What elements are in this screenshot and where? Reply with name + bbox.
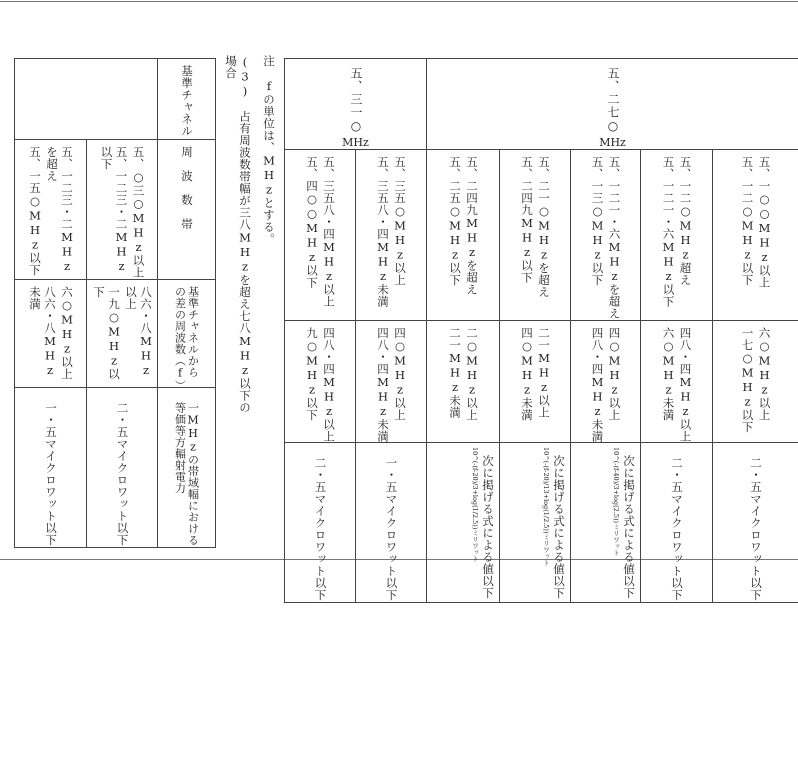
diff-line: 四○MHz以上	[392, 327, 407, 443]
band-cell	[571, 150, 641, 321]
power-value: 一・五マイクロワット以下	[384, 449, 399, 602]
diff-line: 四○MHz未満	[519, 327, 534, 443]
band-cell	[87, 140, 158, 280]
band-line: 五、○三○MHz以上	[131, 146, 146, 279]
diff-line: 八六・八MHz未満	[27, 286, 57, 387]
band-cell	[641, 150, 713, 321]
diff-cell	[641, 320, 713, 443]
header-text: 五、	[348, 67, 363, 93]
power-formula-cell	[500, 443, 571, 603]
diff-line: 六○MHz未満	[661, 327, 676, 443]
diff-line: 八六・八MHz以上	[123, 286, 153, 387]
note-item-3: (3) 占有周波数帯幅が三八MHzを超え七八MHz以下の場合	[224, 55, 252, 415]
band-line: 五、一二一・六MHzを超え	[607, 156, 622, 320]
header-text: 三一○	[348, 93, 363, 134]
band-label-cell	[158, 140, 216, 280]
left-header-blank	[15, 59, 158, 140]
band-line: 五、一二一・六MHz以下	[661, 156, 676, 320]
diff-cell	[427, 320, 500, 443]
band-line: 五、二五○MHz以下	[447, 156, 462, 320]
diff-cell	[87, 280, 158, 388]
header-unit: MHz	[342, 136, 369, 149]
band-cell	[500, 150, 571, 321]
diff-label-cell	[158, 280, 216, 388]
header-5310	[285, 59, 427, 150]
diff-line: 二一MHz未満	[447, 327, 462, 443]
power-formula-label: 次に掲げる式による値以下	[480, 447, 495, 599]
power-value: 二・五マイクロワット以下	[669, 449, 684, 602]
power-formula: 10^(-(f-20)/3+log(1/2.5))ミリワット	[471, 447, 479, 599]
diff-line: 四○MHz以上	[607, 327, 622, 443]
band-line: 五、四○○MHz以下	[304, 156, 319, 320]
power-label: 一MHzの帯域幅における等価等方輻射電力	[174, 394, 200, 547]
power-formula: 10^(-(f-40)/3+log(2.5))ミリワット	[612, 447, 620, 599]
diff-cell	[500, 320, 571, 443]
power-label-cell	[158, 388, 216, 548]
diff-line: 一七○MHz以下	[740, 327, 755, 443]
band-cell	[285, 150, 356, 321]
band-line: 五、一二○MHz超え	[678, 156, 693, 320]
diff-line: 六○MHz以上	[59, 286, 74, 387]
band-line: 五、二四九MHz以下	[519, 156, 534, 320]
power-value: 二・五マイクロワット以下	[115, 394, 130, 547]
power-formula-label: 次に掲げる式による値以下	[551, 447, 566, 599]
power-cell	[713, 443, 798, 603]
notes	[218, 55, 276, 415]
diff-line: 六○MHz以上	[757, 327, 772, 443]
header-unit: MHz	[599, 136, 626, 149]
diff-line: 二一MHz以上	[536, 327, 551, 443]
band-line: 五、一五○MHz以下	[27, 146, 42, 279]
band-cell	[427, 150, 500, 321]
note-f-unit: 注 fの単位は、MHzとする。	[262, 55, 276, 415]
diff-cell	[713, 320, 798, 443]
diff-cell	[15, 280, 87, 388]
diff-line: 九○MHz以下	[304, 327, 319, 443]
power-formula-label: 次に掲げる式による値以下	[621, 447, 636, 599]
power-formula: 10^(-(f-20)/13+log(1/2.5))ミリワット	[542, 447, 550, 599]
left-table	[14, 58, 216, 548]
right-table	[284, 58, 798, 603]
band-cell	[713, 150, 798, 321]
band-line: 五、一二三・二MHz以下	[99, 146, 129, 279]
diff-line: 四八・四MHz以上	[678, 327, 693, 443]
header-text: 五、	[605, 67, 620, 93]
band-line: 五、一三○MHz以下	[590, 156, 605, 320]
diff-cell	[356, 320, 427, 443]
power-value: 二・五マイクロワット以下	[748, 449, 763, 602]
power-value: 二・五マイクロワット以下	[313, 449, 328, 602]
band-line: 五、三五八・四MHz以上	[321, 156, 336, 320]
band-line: 五、三五○MHz以上	[392, 156, 407, 320]
diff-line: 一九○MHz以下	[91, 286, 121, 387]
power-formula-cell	[427, 443, 500, 603]
diff-line: 四八・四MHz以上	[321, 327, 336, 443]
header-label-cell	[158, 59, 216, 140]
diff-cell	[285, 320, 356, 443]
power-cell	[15, 388, 87, 548]
header-text: 二七○	[605, 93, 620, 134]
power-cell	[356, 443, 427, 603]
power-cell	[285, 443, 356, 603]
band-line: 五、一二○MHz以下	[740, 156, 755, 320]
diff-label: 基準チャネルからの差の周波数（f）	[174, 286, 200, 387]
header-5270	[427, 59, 798, 150]
power-value: 一・五マイクロワット以下	[43, 394, 58, 547]
power-cell	[641, 443, 713, 603]
band-line: 五、一二三・二MHzを超え	[44, 146, 74, 279]
power-cell	[87, 388, 158, 548]
band-cell	[15, 140, 87, 280]
band-line: 五、二四九MHzを超え	[464, 156, 479, 320]
diff-line: 二○MHz以上	[464, 327, 479, 443]
band-line: 五、三五八・四MHz未満	[375, 156, 390, 320]
top-rule	[0, 1, 798, 2]
diff-line: 四八・四MHz未満	[590, 327, 605, 443]
diff-line: 四八・四MHz未満	[375, 327, 390, 443]
header-label: 基準チャネル	[179, 65, 194, 139]
power-formula-cell	[571, 443, 641, 603]
band-label: 周 波 数 帯	[179, 146, 194, 279]
band-line: 五、二一○MHzを超え	[536, 156, 551, 320]
diff-cell	[571, 320, 641, 443]
band-line: 五、一○○MHz以上	[757, 156, 772, 320]
band-cell	[356, 150, 427, 321]
